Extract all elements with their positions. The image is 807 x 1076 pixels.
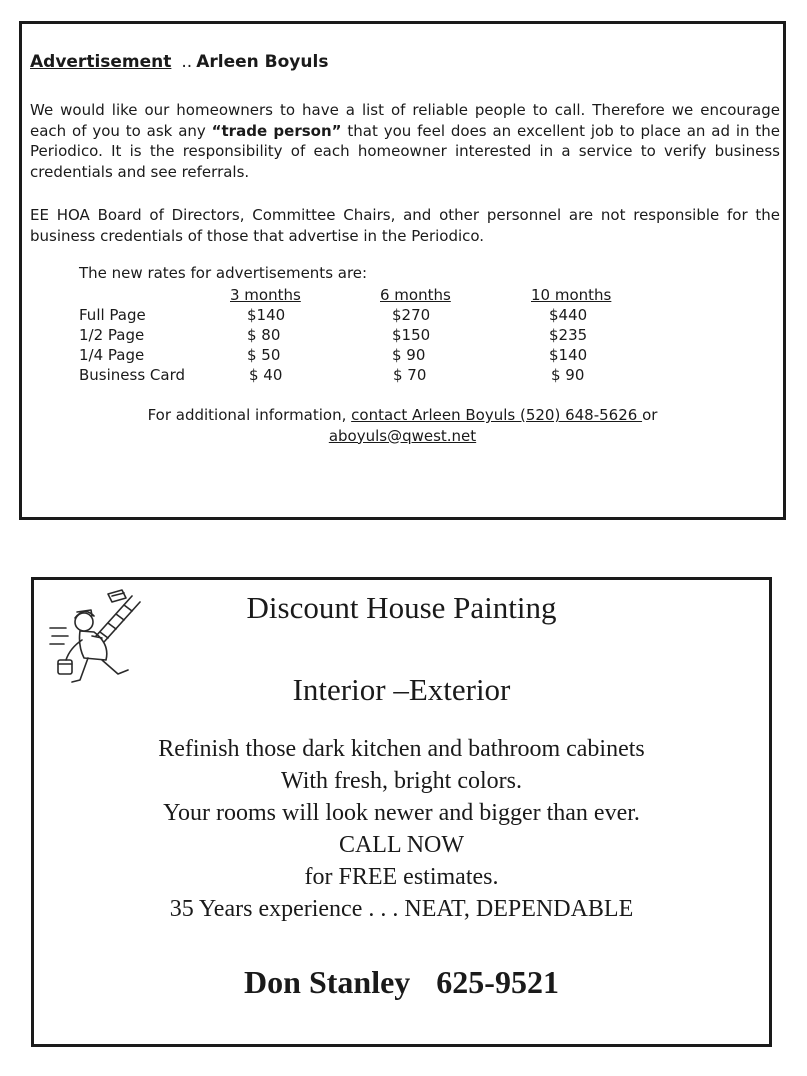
contact-name: Don Stanley [244,964,411,1000]
ad-body-line: With fresh, bright colors. [281,768,522,794]
ad-author: Arleen Boyuls [196,52,329,72]
contact-or: or [642,406,658,424]
intro-paragraph [30,100,780,182]
ad-heading [30,52,328,72]
painting-ad-box [31,577,772,1047]
price-cell: $140 [247,306,286,324]
heading-separator: .. [181,52,193,72]
call-now-line: CALL NOW [338,832,465,858]
contact-phone: 625-9521 [436,964,559,1000]
price-cell: $ 50 [247,346,281,364]
price-cell: $ 90 [551,366,585,384]
price-cell: $ 40 [249,366,283,384]
trade-person-emphasis: “trade person” [211,121,342,140]
price-cell: $150 [392,326,431,344]
price-cell: $235 [549,326,588,344]
contact-email-link[interactable]: aboyuls@qwest.net [328,426,477,445]
column-header-6-months: 6 months [380,286,451,304]
contact-link[interactable]: contact Arleen Boyuls (520) 648-5626 [351,406,643,424]
price-cell: $ 80 [247,326,281,344]
contact-info [22,405,783,446]
ad-body-line: Refinish those dark kitchen and bathroom cabinets [158,736,645,762]
price-cell: $140 [549,346,588,364]
price-cell: $ 90 [392,346,426,364]
ad-subtitle: Interior –Exterior [292,672,511,707]
contact-prefix: For additional information, [147,406,352,424]
price-cell: $ 70 [393,366,427,384]
rates-intro: The new rates for advertisements are: [79,264,368,282]
ad-heading-label: Advertisement [30,52,172,72]
ad-signature [34,964,769,1001]
row-size-business-card: Business Card [79,366,186,384]
row-size-quarter-page: 1/4 Page [79,346,145,364]
row-size-half-page: 1/2 Page [79,326,145,344]
intro-text-start: We would like our homeowners to have a list of reliable people to call. Therefore we encourage each of you to ask any [30,101,780,140]
ad-title: Discount House Painting [246,590,557,625]
ad-body-line: Your rooms will look newer and bigger than ever. [163,800,640,826]
free-estimates-line: for FREE estimates. [304,864,499,890]
price-cell: $270 [392,306,431,324]
advertisement-info-box [19,21,786,520]
price-cell: $440 [549,306,588,324]
intro-text-end: that you feel does an excellent job to place an ad in the Periodico. It is the responsibility of each homeowner interested in a service to verify business credentials and see referrals. [30,121,780,181]
disclaimer-paragraph: EE HOA Board of Directors, Committee Chairs, and other personnel are not responsible for the business credentials of those that advertise in the Periodico. [30,206,780,245]
column-header-10-months: 10 months [531,286,612,304]
column-header-3-months: 3 months [230,286,301,304]
row-size-full-page: Full Page [79,306,146,324]
experience-line: 35 Years experience . . . NEAT, DEPENDABLE [169,896,634,922]
